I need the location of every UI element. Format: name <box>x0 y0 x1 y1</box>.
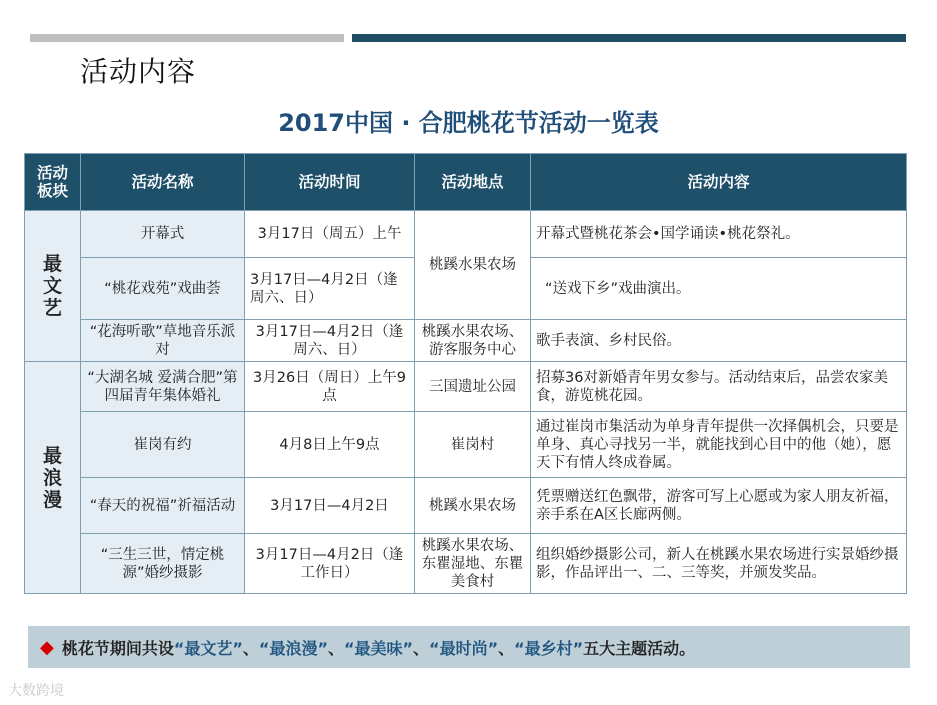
activity-location: 崔岗村 <box>415 412 531 478</box>
header-location: 活动地点 <box>415 154 531 211</box>
activity-location: 桃蹊水果农场、东瞿湿地、东瞿美食村 <box>415 534 531 594</box>
category-cell <box>25 211 81 362</box>
activity-name: “大湖名城 爱满合肥”第四届青年集体婚礼 <box>81 362 245 412</box>
activity-location: 桃蹊水果农场 <box>415 211 531 320</box>
note-suffix: 五大主题活动。 <box>583 638 696 658</box>
header-content: 活动内容 <box>531 154 907 211</box>
note-theme: “最文艺” <box>173 638 243 658</box>
activity-name: 崔岗有约 <box>81 412 245 478</box>
note-separator: 、 <box>327 638 344 658</box>
table-row <box>25 211 907 258</box>
note-separator: 、 <box>413 638 430 658</box>
header-bar-teal <box>352 34 906 42</box>
watermark: 大数跨境 <box>8 683 64 699</box>
note-theme: “最美味” <box>343 638 414 658</box>
activity-time: 3月17日—4月2日（逢周六、日） <box>245 320 415 362</box>
activity-time: 3月17日—4月2日 <box>245 478 415 534</box>
activity-location: 桃蹊水果农场、游客服务中心 <box>415 320 531 362</box>
activity-content: 招募36对新婚青年男女参与。活动结束后，品尝农家美食，游览桃花园。 <box>531 362 907 412</box>
note-theme: “最浪漫” <box>258 638 328 658</box>
header-name: 活动名称 <box>81 154 245 211</box>
activity-time: 3月17日—4月2日（逢周六、日） <box>245 258 415 320</box>
section-title: 活动内容 <box>80 55 197 88</box>
activity-location: 桃蹊水果农场 <box>415 478 531 534</box>
diamond-bullet-icon: ◆ <box>40 636 54 658</box>
activity-time: 4月8日上午9点 <box>245 412 415 478</box>
table-row <box>25 478 907 534</box>
category-label: 最文艺 <box>42 253 62 319</box>
activity-name: 开幕式 <box>81 211 245 258</box>
activity-content: 开幕式暨桃花茶会•国学诵读•桃花祭礼。 <box>531 211 907 258</box>
activity-time: 3月17日—4月2日（逢工作日） <box>245 534 415 594</box>
table-header-row <box>25 154 907 211</box>
note-separator: 、 <box>242 638 259 658</box>
table-row <box>25 412 907 478</box>
activity-content: “送戏下乡”戏曲演出。 <box>531 258 907 320</box>
header-category: 活动板块 <box>25 154 81 211</box>
table-title: 2017中国 · 合肥桃花节活动一览表 <box>278 109 659 137</box>
activity-content: 歌手表演、乡村民俗。 <box>531 320 907 362</box>
activity-content: 通过崔岗市集活动为单身青年提供一次择偶机会，只要是单身、真心寻找另一半，就能找到心目中的他（她），愿天下有情人终成眷属。 <box>531 412 907 478</box>
activity-content: 组织婚纱摄影公司，新人在桃蹊水果农场进行实景婚纱摄影，作品评出一、二、三等奖，并颁发奖品。 <box>531 534 907 594</box>
note-theme: “最时尚” <box>429 638 499 658</box>
activity-name: “三生三世，情定桃源”婚纱摄影 <box>81 534 245 594</box>
activity-time: 3月17日（周五）上午 <box>245 211 415 258</box>
table-row <box>25 362 907 412</box>
activity-location: 三国遗址公园 <box>415 362 531 412</box>
table-row <box>25 320 907 362</box>
header-bar-gray <box>30 34 344 42</box>
activity-name: “春天的祝福”祈福活动 <box>81 478 245 534</box>
activity-name: “桃花戏苑”戏曲荟 <box>81 258 245 320</box>
activity-content: 凭票赠送红色飘带，游客可写上心愿或为家人朋友祈福，亲手系在A区长廊两侧。 <box>531 478 907 534</box>
note-separator: 、 <box>498 638 515 658</box>
category-cell <box>25 362 81 594</box>
table-row <box>25 534 907 594</box>
category-label: 最浪漫 <box>42 444 62 511</box>
activity-name: “花海听歌”草地音乐派对 <box>81 320 245 362</box>
header-time: 活动时间 <box>245 154 415 211</box>
activity-table <box>24 153 907 594</box>
note-prefix: 桃花节期间共设 <box>61 638 174 658</box>
summary-note <box>28 626 910 668</box>
note-theme: “最乡村” <box>514 638 584 658</box>
activity-time: 3月26日（周日）上午9点 <box>245 362 415 412</box>
